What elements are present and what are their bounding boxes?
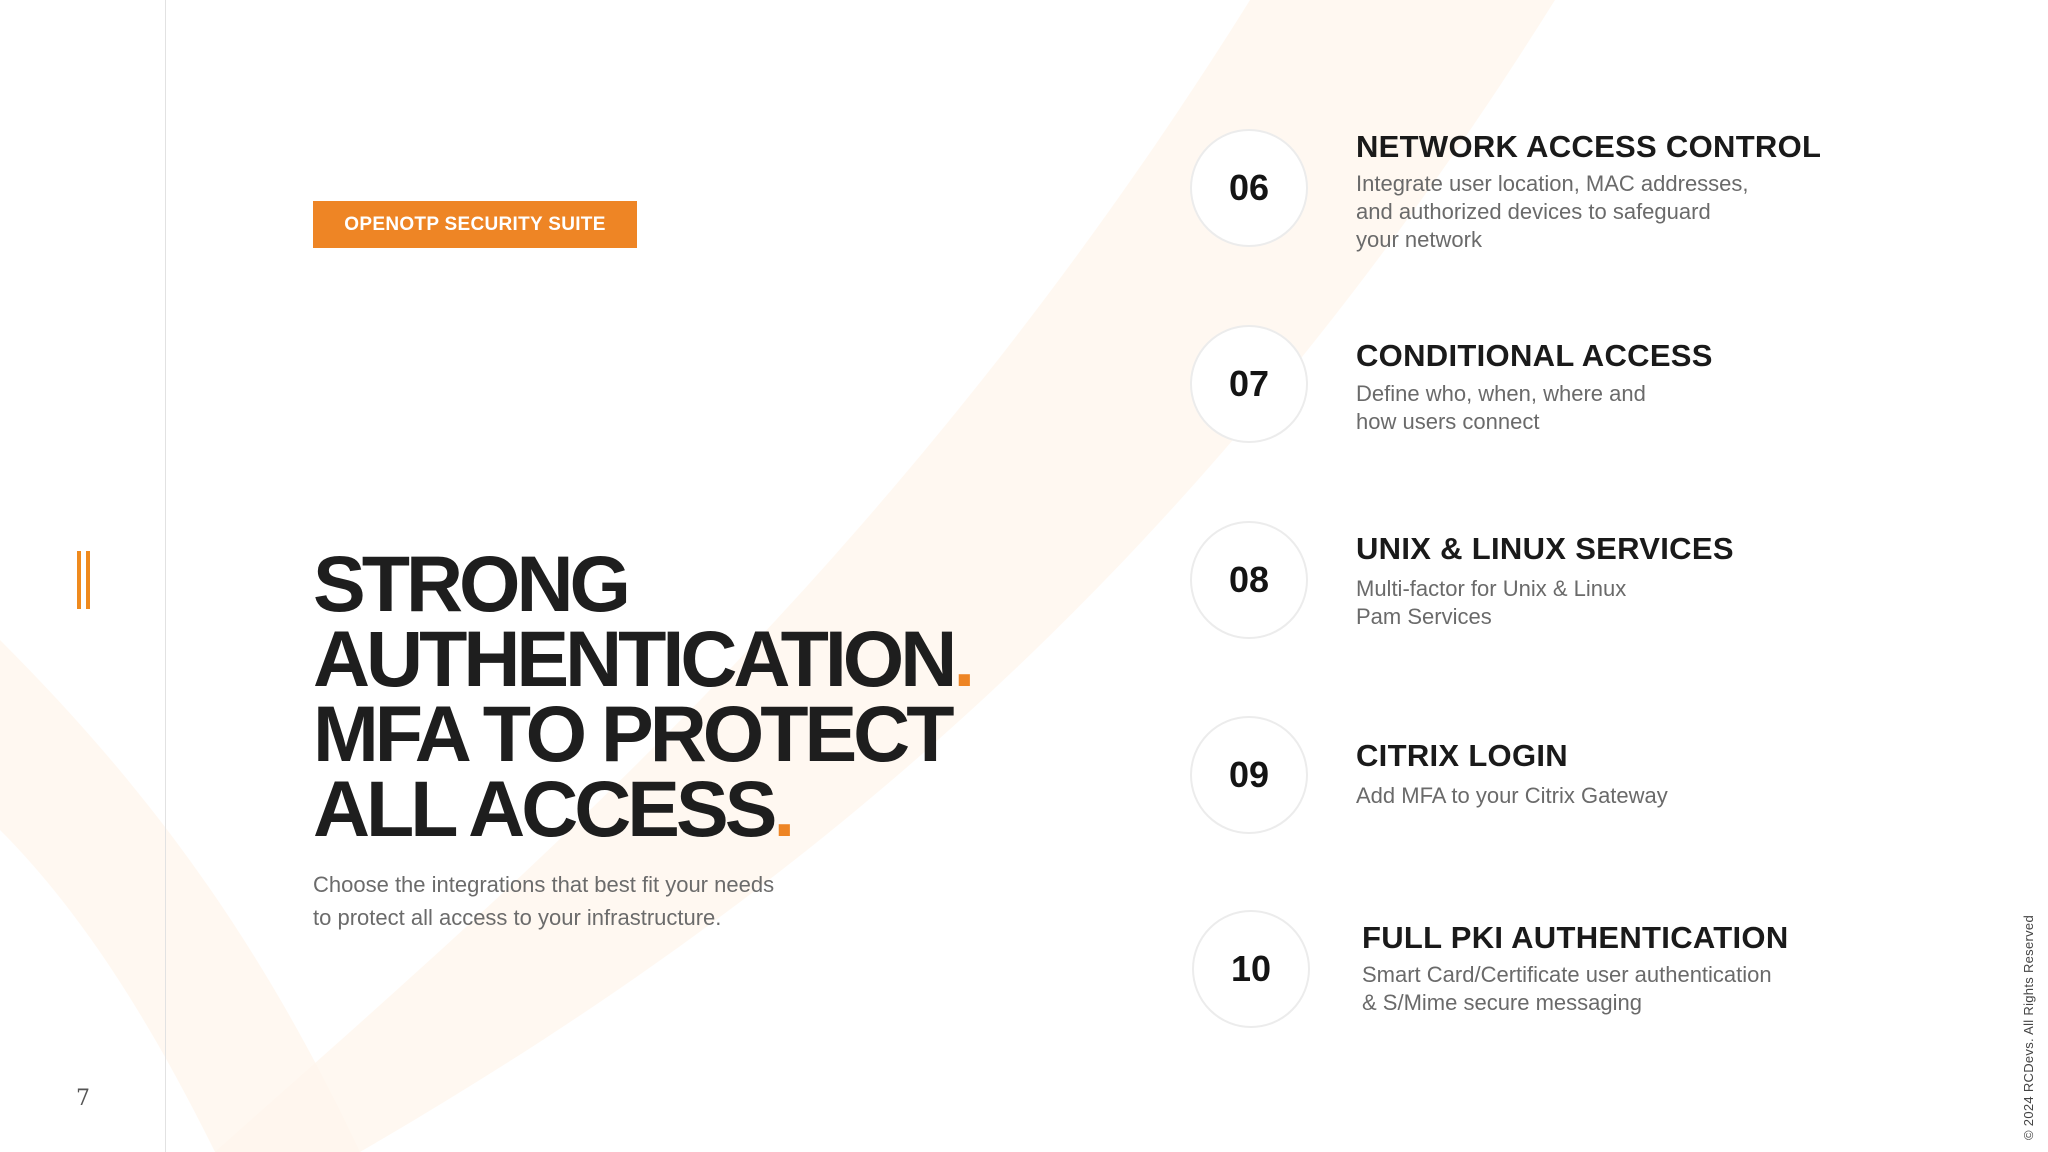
feature-conditional-access: [1190, 325, 1850, 475]
feature-title: CONDITIONAL ACCESS: [1356, 338, 1713, 373]
feature-title: UNIX & LINUX SERVICES: [1356, 531, 1734, 566]
accent-bar-marker: [77, 551, 91, 609]
feature-number-badge: 09: [1190, 716, 1308, 834]
feature-description: [1356, 575, 1626, 631]
feature-description: [1362, 961, 1772, 1017]
feature-full-pki-authentication: [1190, 910, 1850, 1060]
feature-number-badge: 10: [1192, 910, 1310, 1028]
headline-line-2-text: AUTHENTICATION: [313, 614, 954, 703]
feature-title: NETWORK ACCESS CONTROL: [1356, 129, 1822, 164]
section-badge: OPENOTP SECURITY SUITE: [313, 201, 637, 248]
headline-line-2: [313, 614, 972, 703]
feature-citrix-login: [1190, 716, 1850, 866]
left-divider-line: [165, 0, 166, 1152]
feature-description-line: Smart Card/Certificate user authentication: [1362, 962, 1772, 987]
feature-title: CITRIX LOGIN: [1356, 738, 1568, 773]
feature-description-line: Add MFA to your Citrix Gateway: [1356, 783, 1668, 808]
feature-number-badge: 07: [1190, 325, 1308, 443]
feature-description-line: and authorized devices to safeguard: [1356, 199, 1711, 224]
headline-line-1: STRONG: [313, 539, 627, 628]
feature-number-badge: 06: [1190, 129, 1308, 247]
headline: [313, 539, 972, 853]
subtitle: [313, 868, 873, 934]
feature-description: [1356, 170, 1749, 254]
headline-accent-dot: .: [953, 614, 972, 703]
page-number: 7: [76, 1086, 90, 1111]
subtitle-line: to protect all access to your infrastructure.: [313, 905, 722, 930]
feature-description: [1356, 782, 1668, 810]
feature-description-line: Multi-factor for Unix & Linux: [1356, 576, 1627, 601]
headline-line-4-text: ALL ACCESS: [313, 764, 774, 853]
feature-network-access-control: [1190, 129, 1850, 279]
headline-line-4: [313, 764, 971, 853]
copyright-notice: © 2024 RCDevs. All Rights Reserved: [2021, 915, 2036, 1140]
feature-description: [1356, 380, 1646, 436]
headline-accent-dot: .: [773, 764, 792, 853]
feature-description-line: how users connect: [1356, 409, 1540, 434]
subtitle-line: Choose the integrations that best fit your needs: [313, 872, 775, 897]
feature-number-badge: 08: [1190, 521, 1308, 639]
feature-description-line: your network: [1356, 227, 1482, 252]
feature-description-line: Define who, when, where and: [1356, 381, 1646, 406]
feature-description-line: Integrate user location, MAC addresses,: [1356, 171, 1749, 196]
headline-line-3: MFA TO PROTECT: [313, 689, 951, 778]
feature-title: FULL PKI AUTHENTICATION: [1362, 920, 1789, 955]
feature-description-line: Pam Services: [1356, 604, 1492, 629]
feature-unix-linux-services: [1190, 521, 1850, 671]
feature-description-line: & S/Mime secure messaging: [1362, 990, 1642, 1015]
